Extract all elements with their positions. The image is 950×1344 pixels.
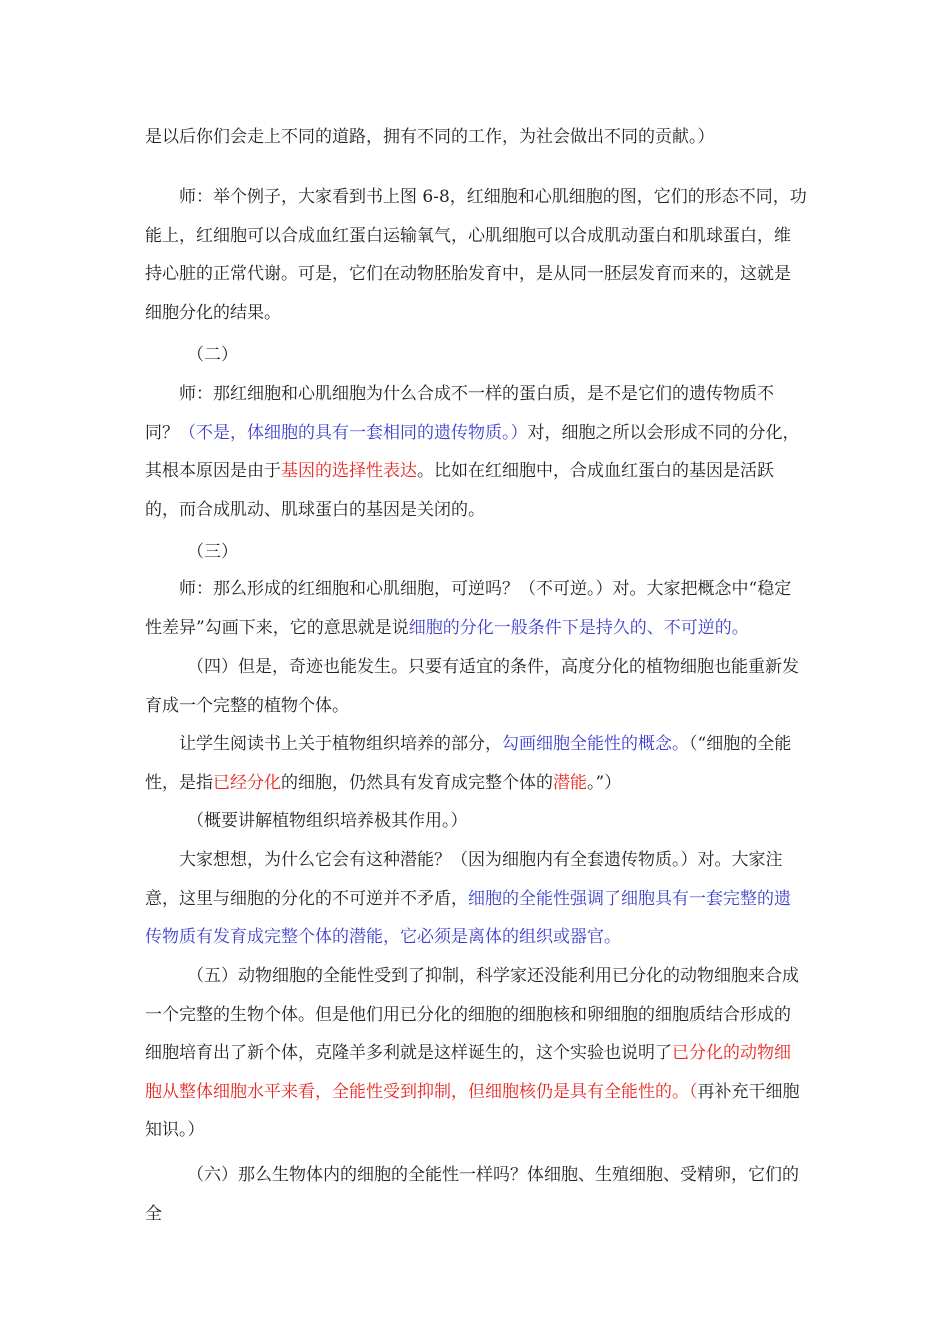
p6-red-highlight-2: 潜能 xyxy=(553,772,587,793)
p6-text-g: 。”） xyxy=(587,772,622,793)
paragraph-2: 师：举个例子，大家看到书上图 6-8，红细胞和心肌细胞的图，它们的形态不同，功能上，红细胞可以合成血红蛋白运输氧气，心肌细胞可以合成肌动蛋白和肌球蛋白，维持心脏的正常代谢。可是，它们在动物胚胎发育中，是从同一胚层发育而来的，这就是细胞分化的结果。 xyxy=(145,187,807,323)
p9-text-c: 再补充干细胞知识。） xyxy=(145,1081,800,1140)
p3-red-highlight: 基因的选择性表达 xyxy=(281,461,417,481)
section-heading-3: （三） xyxy=(187,542,238,562)
paragraph-8 xyxy=(145,841,807,957)
paragraph-6 xyxy=(145,725,807,802)
p3-text-e: 。比如在红细胞中，合成血红蛋白的基因是活跃的，而合成肌动、肌球蛋白的基因是关闭的。 xyxy=(145,461,774,520)
paragraph-3 xyxy=(145,375,807,529)
paragraph-10: （六）那么生物体内的细胞的全能性一样吗？体细胞、生殖细胞、受精卵，它们的全 xyxy=(145,1165,799,1224)
p8-text-a: 大家想想，为什么它会有这种潜能？（因为细胞内有全套遗传物质。）对。大家注意，这里与细胞的分化的不可逆并不矛盾， xyxy=(145,850,783,909)
p9-text-a: （五）动物细胞的全能性受到了抑制，科学家还没能利用已分化的动物细胞来合成一个完整的生物个体。但是他们用已分化的细胞的细胞核和卵细胞的细胞质结合形成的细胞培育出了新个体，克隆羊多利就是这样诞生的，这个实验也说明了 xyxy=(145,966,799,1063)
section-heading-2: （二） xyxy=(187,345,238,365)
p3-text-c: 对，细胞之所以会形成不同的分化，其根本原因是由于 xyxy=(145,422,800,481)
p6-text-c: （“细胞的全能性，是指 xyxy=(145,734,792,793)
p9-red-highlight: 已分化的动物细胞从整体细胞水平来看，全能性受到抑制，但细胞核仍是具有全能性的。（ xyxy=(145,1043,791,1102)
paragraph-4 xyxy=(145,570,807,647)
p3-blue-answer: （不是，体细胞的具有一套相同的遗传物质。） xyxy=(179,422,528,443)
p8-blue-highlight: 细胞的全能性强调了细胞具有一套完整的遗传物质有发育成完整个体的潜能，它必须是离体的组织或器官。 xyxy=(145,888,791,947)
p6-text-a: 让学生阅读书上关于植物组织培养的部分， xyxy=(179,734,502,754)
p6-blue-highlight: 勾画细胞全能性的概念。 xyxy=(502,734,689,754)
p6-red-highlight-1: 已经分化 xyxy=(213,772,281,793)
p3-text-a: 师：那红细胞和心肌细胞为什么合成不一样的蛋白质，是不是它们的遗传物质不同？ xyxy=(145,384,774,443)
paragraph-9 xyxy=(145,957,807,1150)
p4-text-a: 师：那么形成的红细胞和心肌细胞，可逆吗？（不可逆。）对。大家把概念中“稳定性差异”勾画下来，它的意思就是说 xyxy=(145,579,792,638)
paragraph-5: （四）但是，奇迹也能发生。只要有适宜的条件，高度分化的植物细胞也能重新发育成一个完整的植物个体。 xyxy=(145,657,799,716)
paragraph-1: 是以后你们会走上不同的道路，拥有不同的工作，为社会做出不同的贡献。） xyxy=(145,127,715,147)
paragraph-7: （概要讲解植物组织培养极其作用。） xyxy=(187,811,468,831)
p6-text-e: 的细胞，仍然具有发育成完整个体的 xyxy=(281,772,553,793)
p4-blue-highlight: 细胞的分化一般条件下是持久的、不可逆的。 xyxy=(408,617,749,638)
